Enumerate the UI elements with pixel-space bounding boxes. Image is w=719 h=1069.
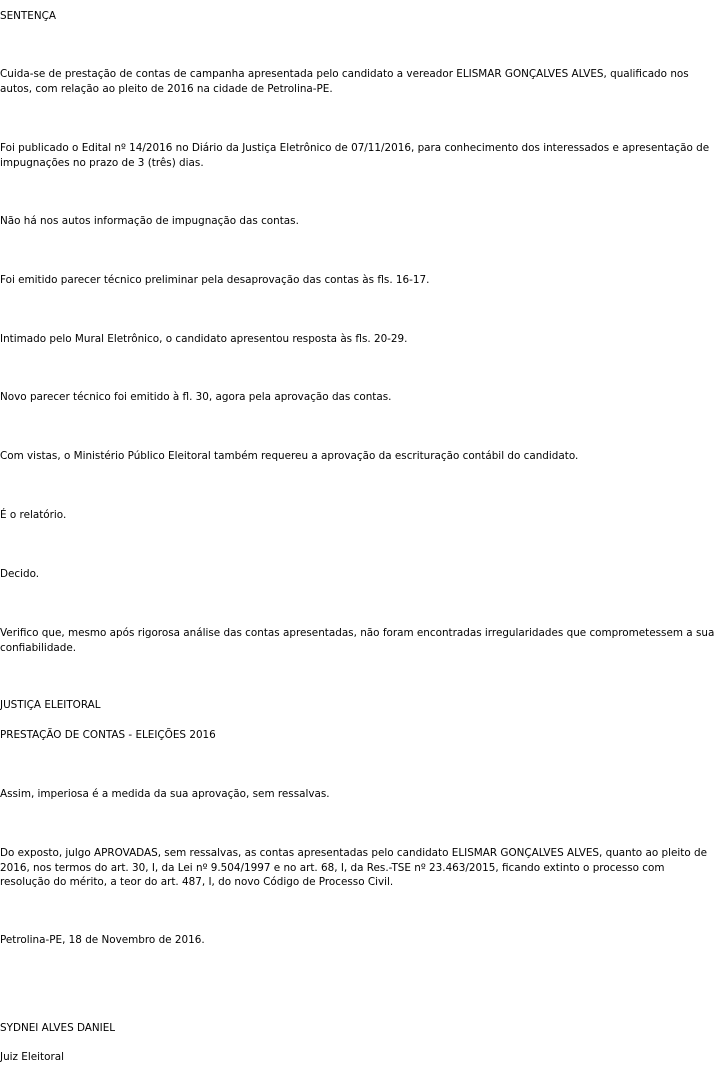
page-header-case-type: PRESTAÇÃO DE CONTAS - ELEIÇÕES 2016 bbox=[0, 729, 216, 741]
signature-name: SYDNEI ALVES DANIEL bbox=[0, 1022, 116, 1034]
paragraph-prosecutor-view: Com vistas, o Ministério Público Eleitoral também requereu a aprovação da escrituração contábil do candidato. bbox=[0, 450, 579, 462]
place-date: Petrolina-PE, 18 de Novembro de 2016. bbox=[0, 934, 205, 946]
paragraph-case-summary: Cuida-se de prestação de contas de campanha apresentada pelo candidato a vereador ELISMAR GONÇALVES ALVES, qualificado nos autos, com relação ao pleito de 2016 na cidade de Petrolina-PE. bbox=[0, 68, 689, 95]
paragraph-ruling: Do exposto, julgo APROVADAS, sem ressalvas, as contas apresentadas pelo candidato ELISMAR GONÇALVES ALVES, quanto ao pleito de 2016, nos termos do art. 30, I, da Lei nº 9.504/1997 e no art. 68, I, da Res.-TSE nº 23.463/2015, ficando extinto o processo com resolução do mérito, a teor do art. 487, I, do novo Código de Processo Civil. bbox=[0, 847, 707, 888]
paragraph-new-opinion: Novo parecer técnico foi emitido à fl. 30, agora pela aprovação das contas. bbox=[0, 391, 392, 403]
paragraph-preliminary-opinion: Foi emitido parecer técnico preliminar pela desaprovação das contas às fls. 16-17. bbox=[0, 274, 430, 286]
paragraph-no-impugnation: Não há nos autos informação de impugnação das contas. bbox=[0, 215, 299, 227]
paragraph-candidate-response: Intimado pelo Mural Eletrônico, o candidato apresentou resposta às fls. 20-29. bbox=[0, 333, 408, 345]
paragraph-report: É o relatório. bbox=[0, 509, 67, 521]
paragraph-analysis: Verifico que, mesmo após rigorosa análise das contas apresentadas, não foram encontradas irregularidades que comprometessem a sua confiabilidade. bbox=[0, 627, 715, 654]
paragraph-approval-measure: Assim, imperiosa é a medida da sua aprovação, sem ressalvas. bbox=[0, 788, 330, 800]
page-header-court: JUSTIÇA ELEITORAL bbox=[0, 699, 101, 711]
signature-role: Juiz Eleitoral bbox=[0, 1051, 64, 1063]
paragraph-decision: Decido. bbox=[0, 568, 40, 580]
paragraph-edital: Foi publicado o Edital nº 14/2016 no Diário da Justiça Eletrônico de 07/11/2016, para conhecimento dos interessados e apresentação de impugnações no prazo de 3 (três) dias. bbox=[0, 142, 710, 169]
document-heading: SENTENÇA bbox=[0, 10, 56, 22]
